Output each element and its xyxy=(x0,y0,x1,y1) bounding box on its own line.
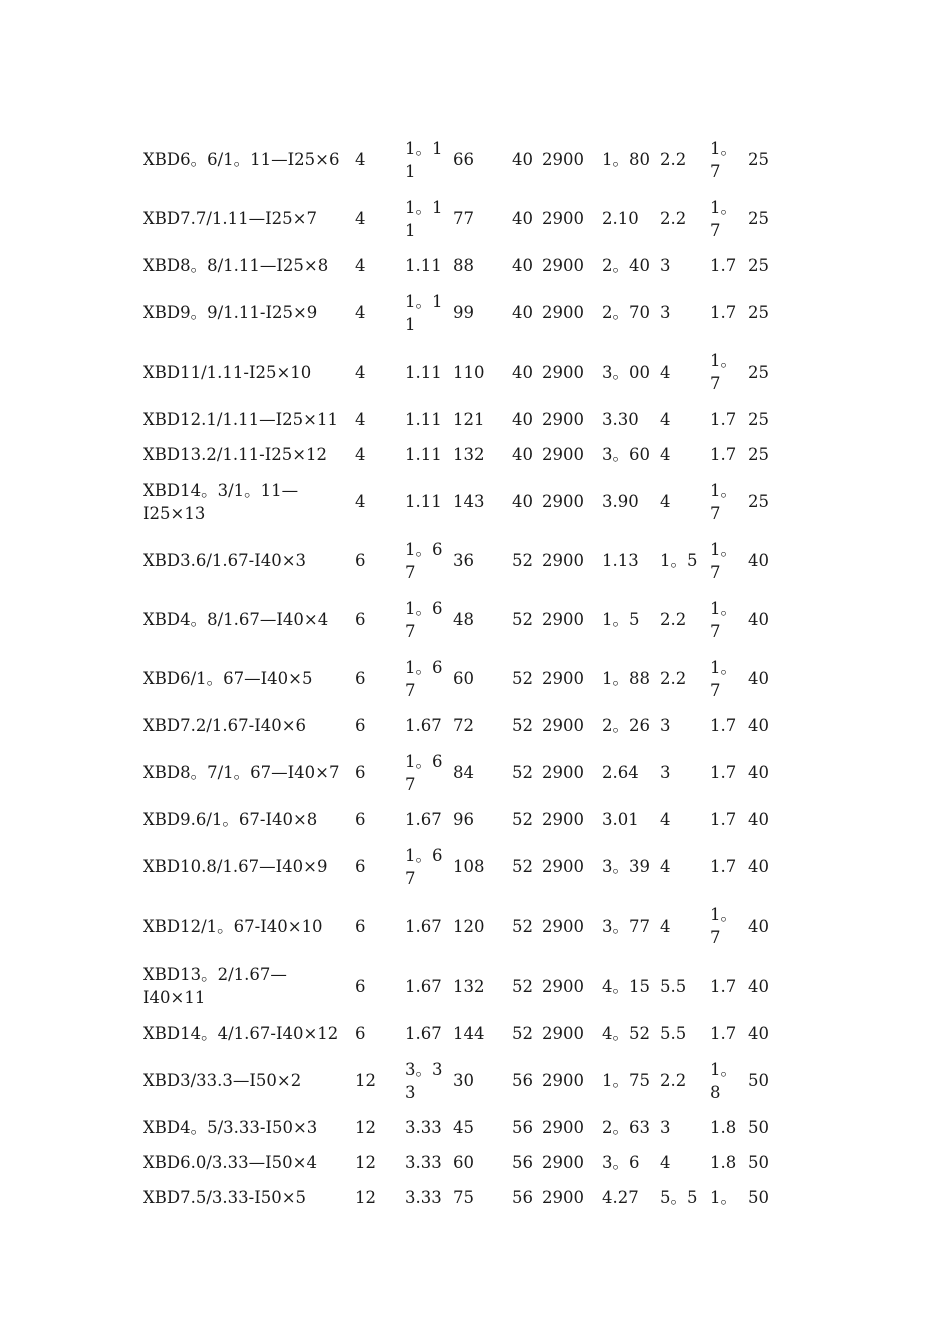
model-cell: XBD7.2/1.67-I40×6 xyxy=(143,716,307,735)
table-cell: 1.67 xyxy=(405,810,442,829)
table-cell: 25 xyxy=(748,256,769,275)
table-row xyxy=(143,837,778,896)
table-cell: 1.11 xyxy=(405,445,442,464)
table-cell: 4 xyxy=(660,1153,671,1172)
table-cell: 1.7 xyxy=(710,303,737,322)
model-cell: XBD12.1/1.11—I25×11 xyxy=(143,410,338,429)
table-cell: 1.7 xyxy=(710,976,737,996)
table-cell: 2900 xyxy=(542,916,584,936)
table-cell: 40 xyxy=(748,669,769,688)
table-cell: 4 xyxy=(355,445,366,464)
table-cell: 1.8 xyxy=(710,1153,737,1172)
table-cell: 2900 xyxy=(542,610,584,629)
table-cell: 2.2 xyxy=(660,150,687,169)
table-cell: 1。80 xyxy=(602,150,650,169)
table-cell: 12 xyxy=(355,1153,376,1172)
table-cell: 3 xyxy=(660,716,671,735)
table-cell: 1。6 7 xyxy=(405,657,443,700)
table-cell: 6 xyxy=(355,810,366,829)
table-cell: 143 xyxy=(453,492,485,511)
table-cell: 40 xyxy=(748,916,769,936)
table-cell: 4 xyxy=(660,410,671,429)
table-row xyxy=(143,743,778,802)
table-cell: 2900 xyxy=(542,410,584,429)
table-cell: 50 xyxy=(748,1071,769,1090)
model-cell: XBD3/33.3—I50×2 xyxy=(143,1071,302,1090)
table-cell: 3。00 xyxy=(602,362,650,382)
table-cell: 88 xyxy=(453,256,474,275)
table-row xyxy=(143,708,778,743)
table-cell: 3.01 xyxy=(602,810,639,829)
model-cell: XBD13。2/1.67— I40×11 xyxy=(143,965,287,1007)
table-cell: 2900 xyxy=(542,303,584,322)
table-cell: 2900 xyxy=(542,150,584,169)
model-cell: XBD14。4/1.67-I40×12 xyxy=(143,1024,339,1043)
table-cell: 4 xyxy=(660,492,671,511)
table-cell: 40 xyxy=(512,445,533,464)
model-cell: XBD7.5/3.33-I50×5 xyxy=(143,1188,307,1207)
table-cell: 3。77 xyxy=(602,916,650,936)
table-cell: 3.33 xyxy=(405,1118,442,1137)
table-cell: 40 xyxy=(748,763,769,782)
table-cell: 25 xyxy=(748,362,769,382)
table-cell: 40 xyxy=(748,810,769,829)
table-cell: 56 xyxy=(512,1153,533,1172)
table-cell: 1.8 xyxy=(710,1118,737,1137)
table-cell: 60 xyxy=(453,669,474,688)
table-cell: 2900 xyxy=(542,256,584,275)
table-cell: 25 xyxy=(748,303,769,322)
table-cell: 120 xyxy=(453,916,485,936)
table-cell: 3.30 xyxy=(602,410,639,429)
table-cell: 2900 xyxy=(542,551,584,570)
table-row xyxy=(143,342,778,402)
table-cell: 3 xyxy=(660,763,671,782)
table-cell: 30 xyxy=(453,1071,474,1090)
table-cell: 1。1 1 xyxy=(405,291,443,334)
table-cell: 1.7 xyxy=(710,810,737,829)
model-cell: XBD6/1。67—I40×5 xyxy=(143,669,313,688)
table-cell: 5。5 xyxy=(660,1188,698,1207)
model-cell: XBD4。5/3.33-I50×3 xyxy=(143,1118,318,1137)
model-cell: XBD8。8/1.11—I25×8 xyxy=(143,256,329,275)
table-cell: 52 xyxy=(512,810,533,829)
table-cell: 4 xyxy=(660,857,671,876)
table-cell: 6 xyxy=(355,716,366,735)
table-cell: 36 xyxy=(453,551,474,570)
table-cell: 25 xyxy=(748,445,769,464)
table-cell: 4 xyxy=(355,209,366,228)
table-cell: 3.33 xyxy=(405,1153,442,1172)
table-row xyxy=(143,1016,778,1051)
table-cell: 1.7 xyxy=(710,857,737,876)
model-cell: XBD9。9/1.11-I25×9 xyxy=(143,303,318,322)
table-cell: 2900 xyxy=(542,1153,584,1172)
table-row xyxy=(143,472,778,531)
table-cell: 1。 8 xyxy=(710,1059,737,1102)
model-cell: XBD13.2/1.11-I25×12 xyxy=(143,445,328,464)
table-cell: 3 xyxy=(660,303,671,322)
model-cell: XBD6。6/1。11—I25×6 xyxy=(143,150,340,169)
table-cell: 4。15 xyxy=(602,976,650,996)
table-cell: 2。40 xyxy=(602,256,650,275)
table-cell: 4 xyxy=(355,256,366,275)
table-cell: 52 xyxy=(512,976,533,996)
table-row xyxy=(143,130,778,189)
table-cell: 1。5 xyxy=(602,610,640,629)
table-cell: 1.7 xyxy=(710,763,737,782)
table-cell: 4 xyxy=(355,492,366,511)
table-cell: 40 xyxy=(512,362,533,382)
table-cell: 6 xyxy=(355,551,366,570)
table-cell: 1.13 xyxy=(602,551,639,570)
table-cell: 40 xyxy=(748,551,769,570)
table-row xyxy=(143,1145,778,1180)
table-cell: 1。 7 xyxy=(710,657,737,700)
table-cell: 1。 7 xyxy=(710,480,737,523)
table-cell: 75 xyxy=(453,1188,474,1207)
model-cell: XBD8。7/1。67—I40×7 xyxy=(143,763,340,782)
table-cell: 77 xyxy=(453,209,474,228)
table-cell: 25 xyxy=(748,492,769,511)
model-cell: XBD12/1。67-I40×10 xyxy=(143,916,323,936)
table-cell: 108 xyxy=(453,857,485,876)
table-cell: 6 xyxy=(355,610,366,629)
table-cell: 52 xyxy=(512,716,533,735)
table-cell: 2900 xyxy=(542,857,584,876)
table-cell: 1。 7 xyxy=(710,197,737,240)
table-cell: 1.11 xyxy=(405,256,442,275)
table-cell: 1.7 xyxy=(710,256,737,275)
table-cell: 4 xyxy=(660,810,671,829)
table-cell: 2900 xyxy=(542,1071,584,1090)
table-cell: 1。1 1 xyxy=(405,138,443,181)
table-cell: 45 xyxy=(453,1118,474,1137)
table-cell: 1.67 xyxy=(405,916,442,936)
table-cell: 12 xyxy=(355,1071,376,1090)
table-cell: 1。 7 xyxy=(710,351,737,393)
model-cell: XBD7.7/1.11—I25×7 xyxy=(143,209,317,228)
table-cell: 3。6 xyxy=(602,1153,640,1172)
table-cell: 52 xyxy=(512,610,533,629)
table-cell: 3.33 xyxy=(405,1188,442,1207)
table-cell: 132 xyxy=(453,976,485,996)
table-cell: 40 xyxy=(748,716,769,735)
table-cell: 40 xyxy=(748,857,769,876)
model-cell: XBD9.6/1。67-I40×8 xyxy=(143,810,318,829)
table-cell: 12 xyxy=(355,1188,376,1207)
table-cell: 1.11 xyxy=(405,492,442,511)
table-cell: 2.2 xyxy=(660,1071,687,1090)
table-cell: 2900 xyxy=(542,445,584,464)
table-cell: 1.7 xyxy=(710,1024,737,1043)
table-cell: 2.2 xyxy=(660,610,687,629)
table-cell: 52 xyxy=(512,763,533,782)
table-cell: 1。 xyxy=(710,1188,737,1207)
table-cell: 1.67 xyxy=(405,976,442,996)
model-cell: XBD6.0/3.33—I50×4 xyxy=(143,1153,317,1172)
pump-spec-table xyxy=(143,130,778,1215)
table-cell: 3 xyxy=(660,1118,671,1137)
table-cell: 2。26 xyxy=(602,716,650,735)
model-cell: XBD11/1.11-I25×10 xyxy=(143,362,312,382)
table-cell: 1。 7 xyxy=(710,598,737,641)
table-cell: 2900 xyxy=(542,1024,584,1043)
table-cell: 6 xyxy=(355,669,366,688)
table-cell: 1。6 7 xyxy=(405,845,443,888)
table-cell: 4 xyxy=(660,916,671,936)
table-cell: 1。6 7 xyxy=(405,751,443,794)
table-cell: 1。75 xyxy=(602,1071,650,1090)
table-cell: 2.2 xyxy=(660,669,687,688)
table-cell: 110 xyxy=(453,362,485,382)
table-cell: 4 xyxy=(355,150,366,169)
model-cell: XBD14。3/1。11— I25×13 xyxy=(143,480,299,523)
table-row xyxy=(143,649,778,708)
table-cell: 52 xyxy=(512,857,533,876)
table-cell: 1.11 xyxy=(405,362,442,382)
table-cell: 2900 xyxy=(542,669,584,688)
table-cell: 12 xyxy=(355,1118,376,1137)
table-row xyxy=(143,1110,778,1145)
table-cell: 66 xyxy=(453,150,474,169)
table-cell: 40 xyxy=(512,256,533,275)
table-cell: 4 xyxy=(355,303,366,322)
table-cell: 25 xyxy=(748,150,769,169)
table-cell: 60 xyxy=(453,1153,474,1172)
table-cell: 40 xyxy=(512,303,533,322)
table-row xyxy=(143,1051,778,1110)
table-row xyxy=(143,248,778,283)
table-cell: 2900 xyxy=(542,1188,584,1207)
table-cell: 40 xyxy=(512,209,533,228)
table-cell: 1.67 xyxy=(405,1024,442,1043)
table-cell: 72 xyxy=(453,716,474,735)
table-row xyxy=(143,956,778,1016)
table-cell: 40 xyxy=(512,150,533,169)
table-cell: 4 xyxy=(660,445,671,464)
table-cell: 56 xyxy=(512,1071,533,1090)
table-cell: 5.5 xyxy=(660,1024,687,1043)
table-cell: 52 xyxy=(512,551,533,570)
table-cell: 1。1 1 xyxy=(405,197,443,240)
table-cell: 1。6 7 xyxy=(405,598,443,641)
table-cell: 2900 xyxy=(542,209,584,228)
table-cell: 6 xyxy=(355,916,366,936)
table-cell: 1。 7 xyxy=(710,539,737,582)
table-cell: 2900 xyxy=(542,716,584,735)
table-cell: 2900 xyxy=(542,763,584,782)
table-cell: 1。88 xyxy=(602,669,650,688)
table-row xyxy=(143,802,778,837)
model-cell: XBD10.8/1.67—I40×9 xyxy=(143,857,328,876)
table-cell: 3。60 xyxy=(602,445,650,464)
table-row xyxy=(143,590,778,649)
table-cell: 1.67 xyxy=(405,716,442,735)
table-cell: 3 xyxy=(660,256,671,275)
table-cell: 5.5 xyxy=(660,976,687,996)
table-cell: 50 xyxy=(748,1118,769,1137)
table-cell: 48 xyxy=(453,610,474,629)
table-cell: 2。70 xyxy=(602,303,650,322)
table-cell: 40 xyxy=(748,1024,769,1043)
table-cell: 3。39 xyxy=(602,857,650,876)
table-cell: 2900 xyxy=(542,362,584,382)
table-cell: 4。52 xyxy=(602,1024,650,1043)
table-cell: 3。3 3 xyxy=(405,1059,443,1102)
table-cell: 25 xyxy=(748,209,769,228)
table-cell: 1.7 xyxy=(710,716,737,735)
table-cell: 3.90 xyxy=(602,492,639,511)
table-row xyxy=(143,283,778,342)
table-cell: 52 xyxy=(512,1024,533,1043)
table-cell: 2。63 xyxy=(602,1118,650,1137)
table-cell: 1.7 xyxy=(710,410,737,429)
table-row xyxy=(143,896,778,956)
table-cell: 40 xyxy=(512,492,533,511)
table-cell: 25 xyxy=(748,410,769,429)
table-cell: 96 xyxy=(453,810,474,829)
table-cell: 132 xyxy=(453,445,485,464)
model-cell: XBD4。8/1.67—I40×4 xyxy=(143,610,329,629)
table-cell: 2900 xyxy=(542,1118,584,1137)
table-cell: 2900 xyxy=(542,976,584,996)
table-cell: 144 xyxy=(453,1024,485,1043)
table-cell: 2900 xyxy=(542,492,584,511)
table-cell: 4.27 xyxy=(602,1188,639,1207)
table-cell: 84 xyxy=(453,763,474,782)
table-cell: 50 xyxy=(748,1188,769,1207)
table-cell: 1。 7 xyxy=(710,138,737,181)
table-row xyxy=(143,1180,778,1215)
table-cell: 2.2 xyxy=(660,209,687,228)
table-cell: 1。6 7 xyxy=(405,539,443,582)
table-cell: 1.7 xyxy=(710,445,737,464)
table-row xyxy=(143,189,778,248)
table-cell: 1。5 xyxy=(660,551,698,570)
table-cell: 4 xyxy=(355,362,366,382)
table-cell: 6 xyxy=(355,976,366,996)
table-cell: 56 xyxy=(512,1188,533,1207)
table-cell: 50 xyxy=(748,1153,769,1172)
table-row xyxy=(143,437,778,472)
table-cell: 40 xyxy=(748,976,769,996)
table-cell: 4 xyxy=(355,410,366,429)
table-cell: 6 xyxy=(355,763,366,782)
table-row xyxy=(143,402,778,437)
table-cell: 52 xyxy=(512,916,533,936)
table-cell: 40 xyxy=(748,610,769,629)
table-cell: 56 xyxy=(512,1118,533,1137)
table-cell: 2900 xyxy=(542,810,584,829)
table-cell: 2.64 xyxy=(602,763,639,782)
table-cell: 6 xyxy=(355,857,366,876)
table-cell: 40 xyxy=(512,410,533,429)
table-cell: 2.10 xyxy=(602,209,639,228)
table-cell: 99 xyxy=(453,303,474,322)
table-cell: 1。 7 xyxy=(710,905,737,947)
table-cell: 6 xyxy=(355,1024,366,1043)
model-cell: XBD3.6/1.67-I40×3 xyxy=(143,551,307,570)
table-row xyxy=(143,531,778,590)
table-cell: 52 xyxy=(512,669,533,688)
table-cell: 121 xyxy=(453,410,485,429)
table-cell: 4 xyxy=(660,362,671,382)
table-cell: 1.11 xyxy=(405,410,442,429)
